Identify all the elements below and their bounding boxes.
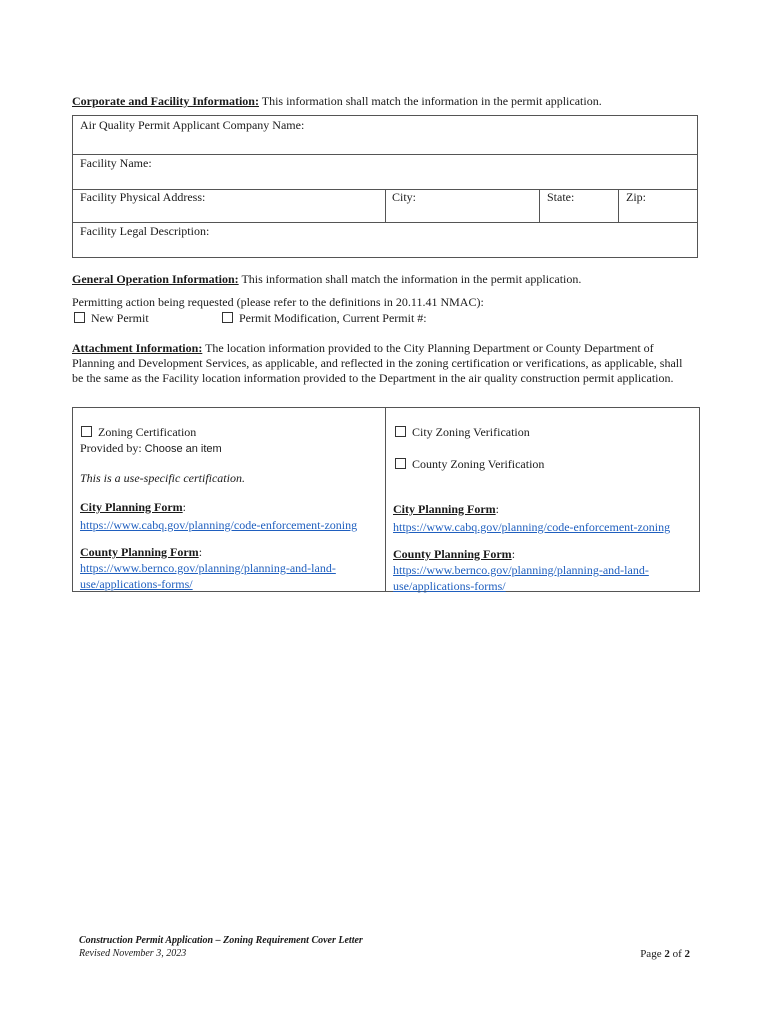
page-number [600,948,690,960]
permit-modification-option[interactable] [222,311,427,326]
zoning-certification-checkbox[interactable] [81,426,92,437]
corporate-text: This information shall match the information in the permit application. [258,94,602,108]
facility-name-field[interactable]: Facility Name: [80,156,152,170]
left-county-form-link-block [80,560,380,592]
county-verification-checkbox[interactable] [395,458,406,469]
page-of: of [669,948,685,960]
attachment-heading: Attachment Information: [72,341,203,355]
general-text: This information shall match the information in the permit application. [238,272,582,286]
right-city-form-link[interactable]: https://www.cabq.gov/planning/code-enforcement-zoning [393,520,671,534]
footer-title: Construction Permit Application – Zoning Requirement Cover Letter [79,935,363,946]
city-verification-label: City Zoning Verification [412,425,530,439]
corporate-heading: Corporate and Facility Information: [72,94,259,108]
left-county-form-link-line2[interactable]: use/applications-forms/ [80,577,193,591]
city-verification-checkbox[interactable] [395,426,406,437]
new-permit-checkbox[interactable] [74,312,85,323]
county-verification-label: County Zoning Verification [412,457,545,471]
right-city-form-label: City Planning Form [393,502,496,516]
left-city-form-link-row [80,516,357,534]
county-verification-option[interactable] [395,457,544,472]
right-county-form-link-line2[interactable]: use/applications-forms/ [393,579,506,593]
corporate-section-intro [72,94,712,109]
city-field[interactable]: City: [392,190,417,204]
permitting-action-label: Permitting action being requested (please refer to the definitions in 20.11.41 NMAC): [72,295,484,309]
permit-modification-checkbox[interactable] [222,312,233,323]
attachment-section-intro [72,341,692,386]
left-city-form-link[interactable]: https://www.cabq.gov/planning/code-enforcement-zoning [80,518,358,532]
left-city-form-label: City Planning Form [80,500,183,514]
new-permit-label: New Permit [91,311,149,325]
left-county-form-label-row: County Planning Form: [80,545,203,559]
right-city-form-label-row: City Planning Form: [393,502,500,516]
right-county-form-link-line1[interactable]: https://www.bernco.gov/planning/planning-and-land- [393,563,649,577]
provided-by-dropdown[interactable]: Choose an item [144,443,222,455]
right-county-form-label-row: County Planning Form: [393,547,516,561]
address-field[interactable]: Facility Physical Address: [80,190,206,204]
left-county-form-link-line1[interactable]: https://www.bernco.gov/planning/planning-and-land- [80,561,336,575]
city-verification-option[interactable] [395,425,530,440]
right-city-form-link-row [393,518,670,536]
provided-by-label: Provided by: [80,441,142,455]
page-current: 2 [664,948,670,960]
new-permit-option[interactable] [74,311,149,326]
zip-field[interactable]: Zip: [626,190,646,204]
right-county-form-label: County Planning Form [393,547,512,561]
page-prefix: Page [640,948,665,960]
permit-modification-label: Permit Modification, Current Permit #: [239,311,427,325]
zoning-certification-label: Zoning Certification [98,425,197,439]
company-name-field[interactable]: Air Quality Permit Applicant Company Name: [80,118,305,132]
attachment-text: The location information provided to the City Planning Department or County Department of Planning and Development Services, as applicable, and reflected in the zoning certification or verifications, as applicable, shall be the same as the Facility location information provided to the Department in the air quality construction permit application. [72,341,683,385]
zoning-table [72,407,700,592]
legal-description-field[interactable]: Facility Legal Description: [80,224,210,238]
provided-by-row [80,441,222,457]
general-heading: General Operation Information: [72,272,239,286]
footer-revised: Revised November 3, 2023 [79,948,187,959]
left-city-form-label-row: City Planning Form: [80,500,187,514]
right-county-form-link-block [393,562,693,594]
state-field[interactable]: State: [547,190,575,204]
zoning-certification-option[interactable] [81,425,196,440]
page-total: 2 [684,948,690,960]
facility-info-table [72,115,698,258]
general-section-intro [72,272,712,287]
use-specific-note: This is a use-specific certification. [80,471,245,485]
left-county-form-label: County Planning Form [80,545,199,559]
